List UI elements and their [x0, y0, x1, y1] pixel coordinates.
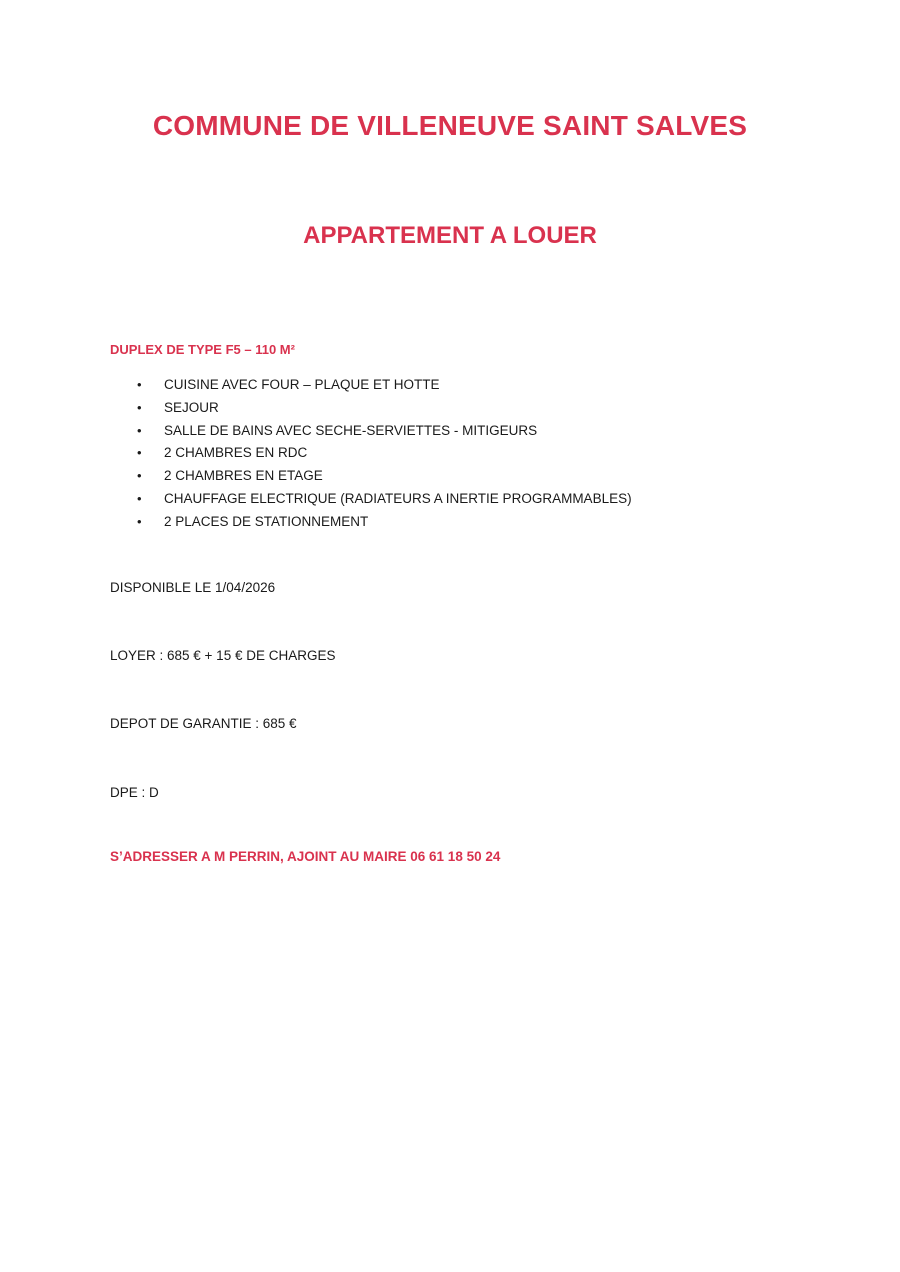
contact-info: S’ADRESSER A M PERRIN, AJOINT AU MAIRE 06 61 18 50 24: [110, 849, 501, 864]
feature-text: 2 PLACES DE STATIONNEMENT: [164, 513, 369, 529]
feature-text: SALLE DE BAINS AVEC SECHE-SERVIETTES - MITIGEURS: [164, 422, 538, 438]
list-item: [110, 488, 632, 511]
bullet-icon: •: [137, 377, 142, 392]
list-item: [110, 374, 632, 397]
bullet-icon: •: [137, 445, 142, 461]
rent-amount: LOYER : 685 € + 15 € DE CHARGES: [110, 648, 336, 663]
list-item: [110, 442, 632, 465]
bullet-icon: •: [137, 513, 142, 529]
bullet-icon: •: [137, 468, 142, 484]
list-item: [110, 465, 632, 488]
bullet-icon: •: [137, 490, 142, 506]
energy-rating: DPE : D: [110, 785, 159, 800]
bullet-icon: •: [137, 399, 142, 415]
feature-text: 2 CHAMBRES EN ETAGE: [164, 468, 323, 484]
feature-text: SEJOUR: [164, 399, 219, 415]
list-item: [110, 511, 632, 534]
section-heading: DUPLEX DE TYPE F5 – 110 M²: [110, 342, 295, 357]
document-subtitle: APPARTEMENT A LOUER: [303, 222, 597, 249]
list-item: [110, 420, 632, 443]
feature-text: CUISINE AVEC FOUR – PLAQUE ET HOTTE: [164, 377, 440, 392]
availability-date: DISPONIBLE LE 1/04/2026: [110, 580, 276, 595]
feature-text: 2 CHAMBRES EN RDC: [164, 445, 308, 461]
bullet-icon: •: [137, 422, 142, 438]
feature-text: CHAUFFAGE ELECTRIQUE (RADIATEURS A INERTIE PROGRAMMABLES): [164, 490, 632, 506]
list-item: [110, 397, 632, 420]
security-deposit: DEPOT DE GARANTIE : 685 €: [110, 716, 297, 731]
feature-list: [110, 374, 632, 534]
document-title: COMMUNE DE VILLENEUVE SAINT SALVES: [152, 110, 748, 141]
